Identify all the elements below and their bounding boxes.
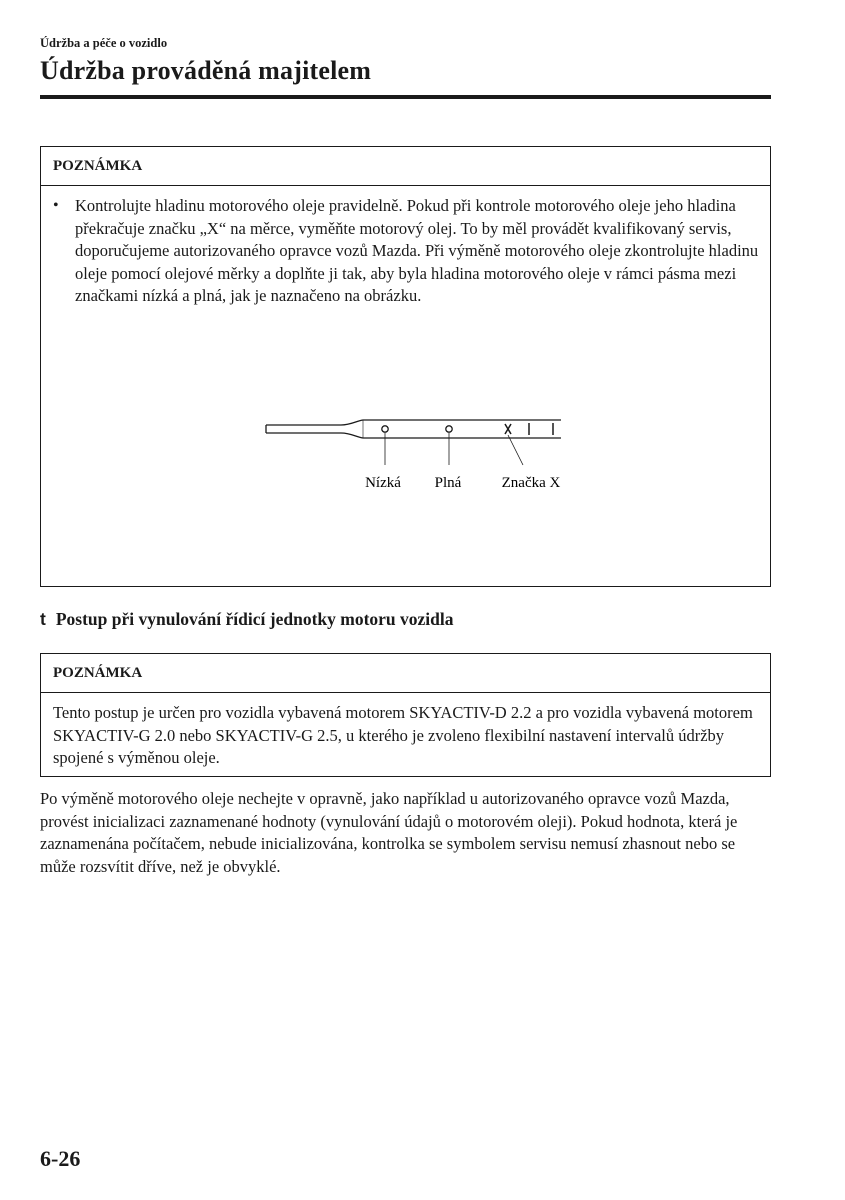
- low-label: Nízká: [365, 475, 401, 491]
- note-heading: POZNÁMKA: [41, 147, 770, 186]
- dipstick-diagram: [261, 407, 561, 507]
- body-paragraph: Po výměně motorového oleje nechejte v opravně, jako například u autorizovaného opravce vozů Mazda, provést inicializaci zaznamenané hodnoty (vynulování údajů o motorovém oleji). Pokud hodnota, která je zaznamenána počítačem, nebude inicializována, kontrolka se symbolem servisu nemusí zhasnout nebo se může rozsvítit dříve, než je obvyklé.: [40, 789, 738, 876]
- section-marker-icon: t: [40, 609, 46, 629]
- section-heading-text: Postup při vynulování řídicí jednotky motoru vozidla: [55, 609, 454, 629]
- section-heading: [40, 609, 454, 630]
- page-number: 6-26: [40, 1146, 81, 1171]
- note-bullet-text: Kontrolujte hladinu motorového oleje pravidelně. Pokud při kontrole motorového oleje jeho hladina překračuje značku „X“ na měrce, vyměňte motorový olej. To by měl provádět kvalifikovaný servis, doporučujeme autorizovaného opravce vozů Mazda. Při výměně motorového oleje zkontrolujte hladinu oleje pomocí olejové měrky a doplňte ji tak, aby byla hladina motorového oleje v rámci pásma mezi značkami nízká a plná, jak je naznačeno na obrázku.: [75, 196, 759, 305]
- low-mark-icon: [382, 426, 388, 432]
- x-mark-icon: [505, 424, 511, 434]
- note-box-engine-reset: [40, 653, 771, 777]
- dipstick-illustration: [266, 420, 561, 465]
- breadcrumb: Údržba a péče o vozidlo: [40, 36, 168, 50]
- note-text: Tento postup je určen pro vozidla vybavená motorem SKYACTIV-D 2.2 a pro vozidla vybavená motorem SKYACTIV-G 2.0 nebo SKYACTIV-G 2.5, u kterého je zvoleno flexibilní nastavení intervalů údržby spojené s výměnou oleje.: [53, 703, 753, 767]
- full-label: Plná: [434, 475, 462, 491]
- full-mark-icon: [446, 426, 452, 432]
- page-title: Údržba prováděná majitelem: [40, 56, 372, 85]
- note-heading: POZNÁMKA: [41, 654, 770, 693]
- title-rule: [40, 95, 771, 99]
- bullet-icon: •: [53, 197, 59, 214]
- x-mark-label: Značka X: [501, 475, 561, 491]
- note-box-oil-level: [40, 146, 771, 587]
